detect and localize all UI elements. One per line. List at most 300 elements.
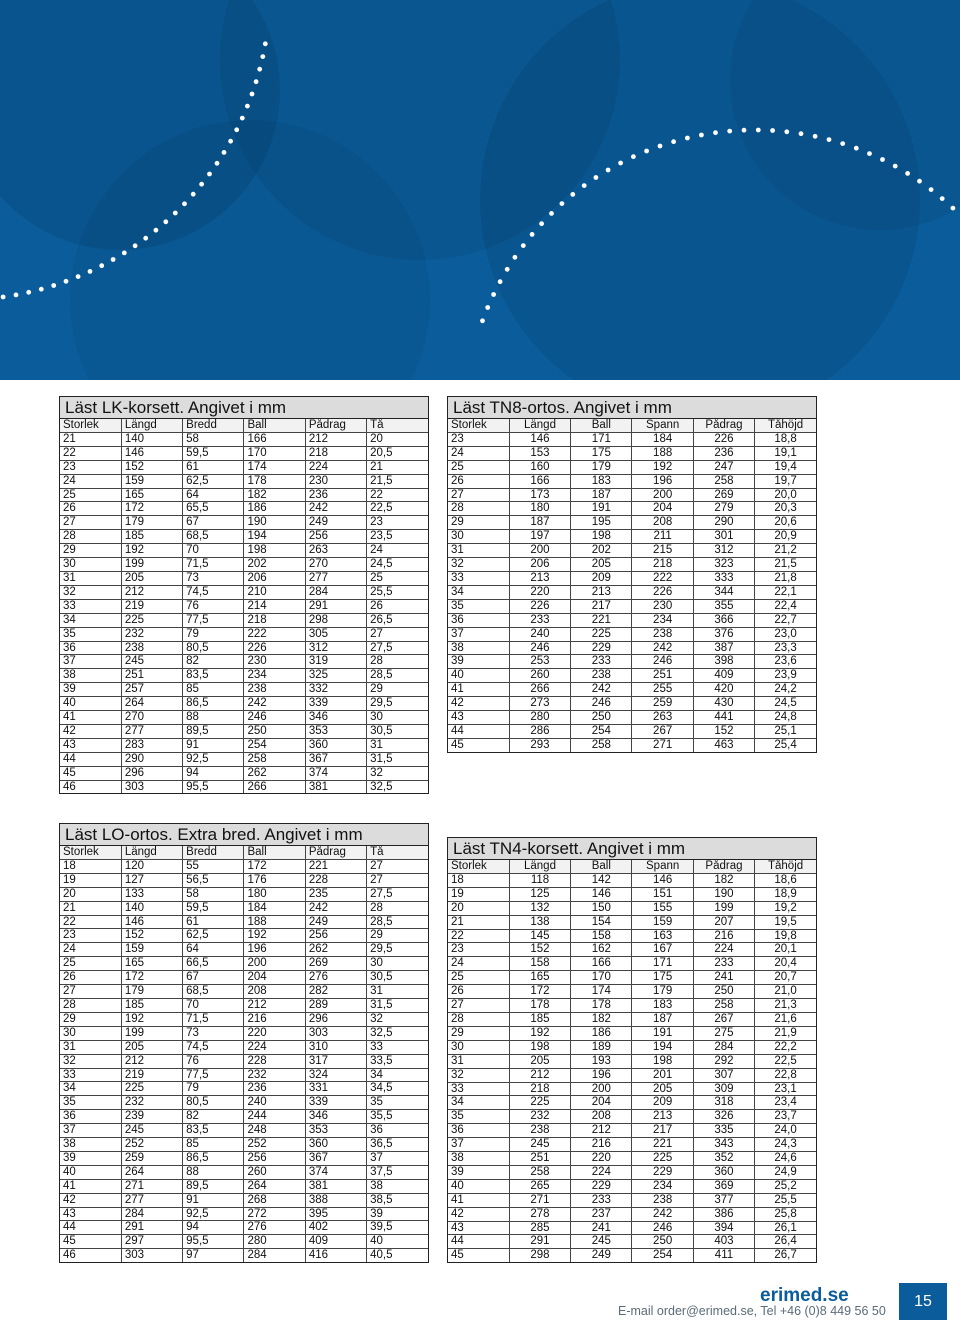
table-cell: 291 bbox=[305, 599, 366, 613]
table-cell: 233 bbox=[509, 613, 570, 627]
decorative-dot bbox=[713, 130, 718, 135]
table-cell: 237 bbox=[571, 1207, 632, 1221]
table-cell: 22 bbox=[367, 488, 428, 502]
table-cell: 193 bbox=[571, 1054, 632, 1068]
table-cell: 34 bbox=[367, 1068, 428, 1082]
table-cell: 284 bbox=[121, 1207, 182, 1221]
table-cell: 232 bbox=[509, 1110, 570, 1124]
table-cell: 77,5 bbox=[183, 1068, 244, 1082]
table-cell: 332 bbox=[305, 683, 366, 697]
table-cell: 226 bbox=[509, 599, 570, 613]
table-row bbox=[60, 1179, 428, 1193]
table-cell: 244 bbox=[244, 1110, 305, 1124]
table-cell: 61 bbox=[183, 915, 244, 929]
table-cell: 40 bbox=[448, 1179, 509, 1193]
table-cell: 25 bbox=[448, 971, 509, 985]
table-cell: 28 bbox=[367, 901, 428, 915]
table-row bbox=[448, 1235, 816, 1249]
table-row bbox=[60, 613, 428, 627]
table-cell: 283 bbox=[121, 738, 182, 752]
table-cell: 331 bbox=[305, 1082, 366, 1096]
table-cell: 154 bbox=[571, 915, 632, 929]
table-cell: 220 bbox=[571, 1152, 632, 1166]
table-row bbox=[448, 915, 816, 929]
table-cell: 25 bbox=[60, 957, 121, 971]
table-cell: 339 bbox=[305, 1096, 366, 1110]
table-cell: 38 bbox=[448, 641, 509, 655]
table-row bbox=[448, 502, 816, 516]
table-cell: 173 bbox=[509, 488, 570, 502]
table-cell: 192 bbox=[632, 460, 693, 474]
decorative-dot bbox=[742, 128, 747, 133]
table-cell: 441 bbox=[693, 711, 754, 725]
table-cell: 239 bbox=[121, 1110, 182, 1124]
table-cell: 250 bbox=[693, 985, 754, 999]
table-cell: 188 bbox=[632, 446, 693, 460]
decorative-dot bbox=[570, 192, 575, 197]
table-cell: 229 bbox=[632, 1165, 693, 1179]
table-cell: 198 bbox=[571, 530, 632, 544]
table-cell: 165 bbox=[121, 957, 182, 971]
table-cell: 233 bbox=[571, 655, 632, 669]
table-cell: 43 bbox=[60, 738, 121, 752]
table-cell: 238 bbox=[244, 683, 305, 697]
decorative-dot bbox=[76, 274, 81, 279]
table-cell: 369 bbox=[693, 1179, 754, 1193]
table-cell: 65,5 bbox=[183, 502, 244, 516]
table-row bbox=[448, 558, 816, 572]
decorative-dot bbox=[240, 116, 245, 121]
table-cell: 394 bbox=[693, 1221, 754, 1235]
table-row bbox=[448, 1026, 816, 1040]
table-cell: 310 bbox=[305, 1040, 366, 1054]
table-cell: 91 bbox=[183, 1193, 244, 1207]
table-cell: 146 bbox=[509, 432, 570, 446]
table-cell: 45 bbox=[60, 1235, 121, 1249]
table-cell: 71,5 bbox=[183, 558, 244, 572]
table-cell: 33 bbox=[448, 571, 509, 585]
table-cell: 79 bbox=[183, 1082, 244, 1096]
table-cell: 66,5 bbox=[183, 957, 244, 971]
table-row bbox=[60, 752, 428, 766]
table-row bbox=[60, 1012, 428, 1026]
table-cell: 252 bbox=[244, 1138, 305, 1152]
table-cell: 229 bbox=[571, 1179, 632, 1193]
table-cell: 32 bbox=[60, 585, 121, 599]
table-cell: 275 bbox=[693, 1026, 754, 1040]
table-cell: 346 bbox=[305, 1110, 366, 1124]
table-cell: 387 bbox=[693, 641, 754, 655]
table-cell: 192 bbox=[121, 544, 182, 558]
table-cell: 82 bbox=[183, 1110, 244, 1124]
table-cell: 23,0 bbox=[755, 627, 816, 641]
table-row bbox=[448, 641, 816, 655]
size-table bbox=[448, 860, 816, 1262]
table-cell: 22,7 bbox=[755, 613, 816, 627]
table-cell: 23,6 bbox=[755, 655, 816, 669]
table-cell: 27 bbox=[60, 516, 121, 530]
table-cell: 290 bbox=[121, 752, 182, 766]
table-row bbox=[448, 738, 816, 751]
table-cell: 202 bbox=[244, 558, 305, 572]
table-cell: 21,2 bbox=[755, 544, 816, 558]
table-cell: 236 bbox=[693, 446, 754, 460]
table-cell: 22,5 bbox=[755, 1054, 816, 1068]
table-cell: 68,5 bbox=[183, 985, 244, 999]
column-header: Längd bbox=[509, 419, 570, 432]
table-cell: 192 bbox=[121, 1012, 182, 1026]
table-cell: 366 bbox=[693, 613, 754, 627]
table-cell: 333 bbox=[693, 571, 754, 585]
table-cell: 73 bbox=[183, 1026, 244, 1040]
table-cell: 259 bbox=[632, 697, 693, 711]
table-cell: 171 bbox=[571, 432, 632, 446]
table-cell: 58 bbox=[183, 432, 244, 446]
column-header: Tåhöjd bbox=[755, 419, 816, 432]
table-row bbox=[60, 599, 428, 613]
table-cell: 291 bbox=[121, 1221, 182, 1235]
table-cell: 199 bbox=[693, 901, 754, 915]
table-cell: 319 bbox=[305, 655, 366, 669]
table-cell: 230 bbox=[305, 474, 366, 488]
table-cell: 167 bbox=[632, 943, 693, 957]
table-cell: 42 bbox=[60, 724, 121, 738]
column-header: Tåhöjd bbox=[755, 860, 816, 873]
table-cell: 269 bbox=[693, 488, 754, 502]
table-row bbox=[60, 1138, 428, 1152]
table-cell: 245 bbox=[121, 655, 182, 669]
table-cell: 282 bbox=[305, 985, 366, 999]
table-cell: 276 bbox=[305, 971, 366, 985]
table-row bbox=[60, 697, 428, 711]
decorative-dot bbox=[727, 129, 732, 134]
table-cell: 249 bbox=[305, 516, 366, 530]
decorative-dot bbox=[867, 151, 872, 156]
table-cell: 22,1 bbox=[755, 585, 816, 599]
table-cell: 213 bbox=[509, 571, 570, 585]
table-cell: 21 bbox=[448, 915, 509, 929]
decorative-dot bbox=[26, 290, 31, 295]
table-cell: 36 bbox=[367, 1124, 428, 1138]
table-cell: 212 bbox=[121, 1054, 182, 1068]
table-lk-korsett bbox=[59, 396, 429, 794]
decorative-dot bbox=[245, 104, 250, 109]
column-header: Spann bbox=[632, 860, 693, 873]
table-cell: 21 bbox=[60, 432, 121, 446]
table-cell: 152 bbox=[121, 460, 182, 474]
table-cell: 172 bbox=[509, 985, 570, 999]
table-cell: 218 bbox=[305, 446, 366, 460]
table-cell: 296 bbox=[305, 1012, 366, 1026]
table-cell: 381 bbox=[305, 1179, 366, 1193]
table-cell: 44 bbox=[448, 724, 509, 738]
table-cell: 46 bbox=[60, 1249, 121, 1262]
table-cell: 39 bbox=[60, 683, 121, 697]
table-row bbox=[448, 585, 816, 599]
table-cell: 280 bbox=[509, 711, 570, 725]
table-cell: 303 bbox=[305, 1026, 366, 1040]
table-cell: 224 bbox=[571, 1165, 632, 1179]
table-cell: 32 bbox=[448, 558, 509, 572]
table-cell: 242 bbox=[632, 641, 693, 655]
column-header: Bredd bbox=[183, 846, 244, 859]
table-cell: 360 bbox=[305, 1138, 366, 1152]
table-cell: 186 bbox=[244, 502, 305, 516]
table-row bbox=[448, 929, 816, 943]
table-row bbox=[60, 1082, 428, 1096]
table-cell: 221 bbox=[632, 1138, 693, 1152]
size-table bbox=[448, 419, 816, 752]
table-cell: 41 bbox=[448, 1193, 509, 1207]
table-cell: 298 bbox=[305, 613, 366, 627]
table-cell: 267 bbox=[693, 1012, 754, 1026]
website-link[interactable]: erimed.se bbox=[760, 1285, 849, 1306]
decorative-dot bbox=[560, 201, 565, 206]
table-cell: 24 bbox=[367, 544, 428, 558]
table-cell: 271 bbox=[121, 1179, 182, 1193]
decorative-dot bbox=[250, 92, 255, 97]
table-row bbox=[448, 901, 816, 915]
table-cell: 198 bbox=[244, 544, 305, 558]
banner-decoration bbox=[0, 0, 960, 380]
table-cell: 253 bbox=[509, 655, 570, 669]
table-cell: 228 bbox=[244, 1054, 305, 1068]
table-cell: 171 bbox=[632, 957, 693, 971]
table-cell: 92,5 bbox=[183, 752, 244, 766]
table-cell: 301 bbox=[693, 530, 754, 544]
table-row bbox=[448, 544, 816, 558]
table-cell: 29 bbox=[60, 1012, 121, 1026]
table-cell: 225 bbox=[509, 1096, 570, 1110]
table-cell: 194 bbox=[632, 1040, 693, 1054]
table-cell: 260 bbox=[509, 669, 570, 683]
table-cell: 242 bbox=[305, 901, 366, 915]
table-cell: 152 bbox=[121, 929, 182, 943]
table-cell: 45 bbox=[60, 766, 121, 780]
decorative-dot bbox=[207, 172, 212, 177]
decorative-dot bbox=[618, 161, 623, 166]
table-cell: 217 bbox=[571, 599, 632, 613]
table-cell: 230 bbox=[244, 655, 305, 669]
table-cell: 265 bbox=[509, 1179, 570, 1193]
table-cell: 20,3 bbox=[755, 502, 816, 516]
decorative-dot bbox=[191, 192, 196, 197]
table-cell: 20,1 bbox=[755, 943, 816, 957]
table-row bbox=[448, 1152, 816, 1166]
table-cell: 26,4 bbox=[755, 1235, 816, 1249]
table-row bbox=[60, 1193, 428, 1207]
table-cell: 276 bbox=[244, 1221, 305, 1235]
table-cell: 22,4 bbox=[755, 599, 816, 613]
table-cell: 37 bbox=[448, 1138, 509, 1152]
table-title: Läst LK-korsett. Angivet i mm bbox=[60, 397, 428, 419]
table-row bbox=[448, 1096, 816, 1110]
decorative-dot bbox=[799, 131, 804, 136]
table-cell: 268 bbox=[244, 1193, 305, 1207]
table-cell: 263 bbox=[305, 544, 366, 558]
table-cell: 37,5 bbox=[367, 1165, 428, 1179]
table-cell: 292 bbox=[693, 1054, 754, 1068]
decorative-dot bbox=[491, 292, 496, 297]
table-cell: 200 bbox=[244, 957, 305, 971]
table-cell: 26 bbox=[60, 502, 121, 516]
decorative-dot bbox=[182, 201, 187, 206]
table-cell: 83,5 bbox=[183, 1124, 244, 1138]
table-cell: 27 bbox=[60, 985, 121, 999]
decorative-dot bbox=[594, 175, 599, 180]
table-cell: 256 bbox=[244, 1151, 305, 1165]
table-cell: 152 bbox=[693, 724, 754, 738]
table-cell: 32 bbox=[367, 1012, 428, 1026]
table-cell: 127 bbox=[121, 873, 182, 887]
table-cell: 254 bbox=[244, 738, 305, 752]
decorative-dot bbox=[14, 293, 19, 298]
table-row bbox=[60, 887, 428, 901]
table-cell: 232 bbox=[121, 627, 182, 641]
table-cell: 420 bbox=[693, 683, 754, 697]
table-row bbox=[448, 613, 816, 627]
table-cell: 246 bbox=[571, 697, 632, 711]
decorative-dot bbox=[215, 161, 220, 166]
table-cell: 353 bbox=[305, 724, 366, 738]
table-header-row bbox=[60, 846, 428, 859]
table-cell: 36 bbox=[448, 1124, 509, 1138]
table-cell: 166 bbox=[509, 474, 570, 488]
table-cell: 205 bbox=[571, 558, 632, 572]
table-cell: 185 bbox=[509, 1012, 570, 1026]
table-cell: 258 bbox=[693, 999, 754, 1013]
table-cell: 41 bbox=[60, 1179, 121, 1193]
table-cell: 19 bbox=[448, 887, 509, 901]
table-cell: 204 bbox=[632, 502, 693, 516]
table-cell: 402 bbox=[305, 1221, 366, 1235]
table-cell: 325 bbox=[305, 669, 366, 683]
table-cell: 22,5 bbox=[367, 502, 428, 516]
table-cell: 192 bbox=[509, 1026, 570, 1040]
table-cell: 19 bbox=[60, 873, 121, 887]
table-cell: 238 bbox=[632, 627, 693, 641]
table-cell: 247 bbox=[693, 460, 754, 474]
table-cell: 202 bbox=[571, 544, 632, 558]
table-cell: 25,5 bbox=[367, 585, 428, 599]
table-cell: 266 bbox=[509, 683, 570, 697]
table-cell: 31 bbox=[60, 1040, 121, 1054]
table-row bbox=[448, 460, 816, 474]
size-table bbox=[60, 846, 428, 1262]
table-cell: 246 bbox=[509, 641, 570, 655]
table-cell: 208 bbox=[632, 516, 693, 530]
table-cell: 317 bbox=[305, 1054, 366, 1068]
decorative-dot bbox=[498, 279, 503, 284]
table-row bbox=[448, 571, 816, 585]
table-cell: 20,6 bbox=[755, 516, 816, 530]
table-cell: 152 bbox=[509, 943, 570, 957]
table-cell: 62,5 bbox=[183, 929, 244, 943]
table-cell: 21,6 bbox=[755, 1012, 816, 1026]
table-cell: 38 bbox=[448, 1152, 509, 1166]
table-cell: 33 bbox=[60, 1068, 121, 1082]
table-row bbox=[60, 1068, 428, 1082]
table-cell: 26 bbox=[448, 474, 509, 488]
table-cell: 251 bbox=[509, 1152, 570, 1166]
table-cell: 25,5 bbox=[755, 1193, 816, 1207]
table-cell: 32 bbox=[448, 1068, 509, 1082]
table-cell: 235 bbox=[305, 887, 366, 901]
table-row bbox=[60, 1221, 428, 1235]
table-cell: 70 bbox=[183, 544, 244, 558]
table-cell: 28 bbox=[60, 530, 121, 544]
table-row bbox=[60, 711, 428, 725]
table-row bbox=[448, 697, 816, 711]
table-cell: 30 bbox=[448, 530, 509, 544]
table-cell: 28,5 bbox=[367, 669, 428, 683]
table-cell: 35 bbox=[60, 1096, 121, 1110]
table-cell: 188 bbox=[244, 915, 305, 929]
table-cell: 416 bbox=[305, 1249, 366, 1262]
table-cell: 240 bbox=[244, 1096, 305, 1110]
decorative-dot bbox=[122, 251, 127, 256]
table-cell: 318 bbox=[693, 1096, 754, 1110]
column-header: Ball bbox=[244, 846, 305, 859]
table-cell: 58 bbox=[183, 887, 244, 901]
table-cell: 216 bbox=[571, 1138, 632, 1152]
table-cell: 55 bbox=[183, 859, 244, 873]
table-cell: 20 bbox=[448, 901, 509, 915]
decorative-dot bbox=[880, 157, 885, 162]
table-cell: 290 bbox=[693, 516, 754, 530]
table-cell: 94 bbox=[183, 766, 244, 780]
decorative-dot bbox=[699, 133, 704, 138]
header-banner bbox=[0, 0, 960, 380]
table-cell: 71,5 bbox=[183, 1012, 244, 1026]
table-cell: 29 bbox=[448, 516, 509, 530]
decorative-dot bbox=[88, 269, 93, 274]
decorative-dot bbox=[893, 164, 898, 169]
table-cell: 30 bbox=[367, 957, 428, 971]
table-cell: 19,2 bbox=[755, 901, 816, 915]
table-row bbox=[60, 971, 428, 985]
table-cell: 35 bbox=[448, 1110, 509, 1124]
table-cell: 24,9 bbox=[755, 1165, 816, 1179]
table-cell: 21,8 bbox=[755, 571, 816, 585]
table-cell: 24,8 bbox=[755, 711, 816, 725]
table-cell: 28 bbox=[367, 655, 428, 669]
table-cell: 272 bbox=[244, 1207, 305, 1221]
table-cell: 233 bbox=[693, 957, 754, 971]
table-row bbox=[60, 1026, 428, 1040]
table-cell: 34 bbox=[448, 585, 509, 599]
table-cell: 25,8 bbox=[755, 1207, 816, 1221]
table-cell: 27 bbox=[367, 859, 428, 873]
table-cell: 46 bbox=[60, 780, 121, 793]
table-row bbox=[60, 766, 428, 780]
table-row bbox=[60, 957, 428, 971]
table-cell: 234 bbox=[244, 669, 305, 683]
table-cell: 31,5 bbox=[367, 752, 428, 766]
table-row bbox=[60, 998, 428, 1012]
table-cell: 179 bbox=[121, 985, 182, 999]
table-cell: 74,5 bbox=[183, 585, 244, 599]
table-cell: 33 bbox=[448, 1082, 509, 1096]
table-cell: 79 bbox=[183, 627, 244, 641]
table-cell: 23 bbox=[448, 432, 509, 446]
table-row bbox=[60, 780, 428, 793]
table-row bbox=[448, 488, 816, 502]
table-cell: 178 bbox=[244, 474, 305, 488]
table-cell: 22,2 bbox=[755, 1040, 816, 1054]
table-cell: 31 bbox=[60, 571, 121, 585]
table-cell: 210 bbox=[244, 585, 305, 599]
